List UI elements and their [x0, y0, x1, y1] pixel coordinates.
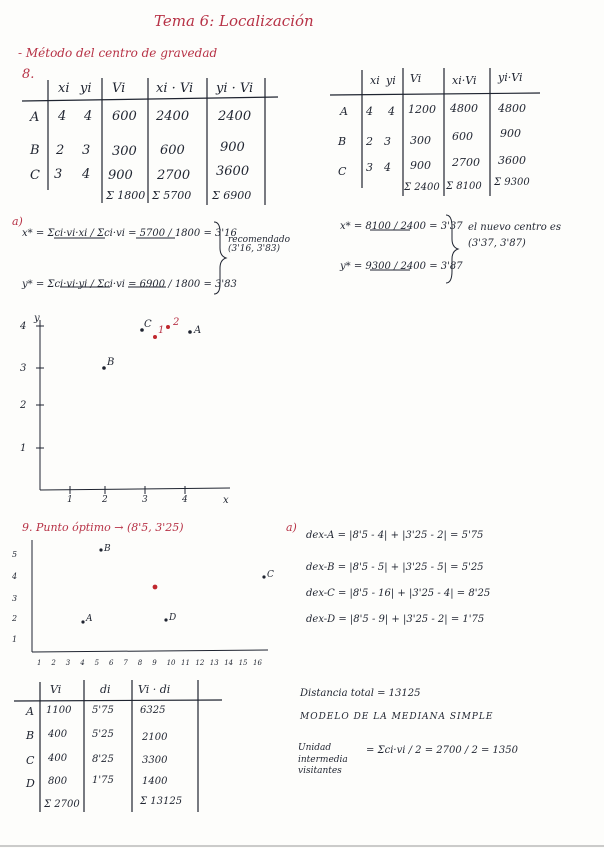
table3-row-a-label: A: [26, 705, 34, 718]
plot1-x-tick-2: 2: [102, 495, 108, 505]
table1-row-b-y: 3: [82, 143, 91, 158]
table1-header-yi: yi: [80, 81, 92, 96]
plot2-x-tick-13: 13: [209, 659, 219, 667]
table3-row-d-v: 800: [48, 776, 68, 787]
plot2-x-tick-3: 3: [65, 659, 71, 667]
table1-row-b-x: 2: [56, 143, 65, 158]
table1-row-a-v: 600: [112, 109, 137, 124]
table1-row-c-label: C: [30, 168, 40, 183]
table2-header-xi: xi: [370, 74, 380, 87]
table3-row-c-label: C: [26, 754, 35, 767]
table3-row-b-v: 400: [48, 729, 68, 740]
table2-row-b-v: 300: [410, 134, 431, 147]
table2-row-a-yv: 4800: [498, 102, 526, 115]
plot2-x-tick-12: 12: [195, 659, 205, 667]
median-formula: = Σci·vi / 2 = 2700 / 2 = 1350: [366, 745, 519, 756]
table1-header-xivi: xi · Vi: [156, 81, 194, 96]
plot1-points: [102, 325, 192, 370]
table3-row-b-vd: 2100: [142, 732, 168, 743]
plot2-optimum: [153, 585, 158, 590]
table1-row-a-yv: 2400: [218, 109, 252, 124]
plot2-y-tick-4: 4: [12, 572, 18, 581]
table2-sum-yv: Σ 9300: [494, 177, 530, 188]
table1-row-c-x: 3: [54, 167, 63, 182]
table1-row-a-x: 4: [58, 109, 67, 124]
method-subtitle: - Método del centro de gravedad: [18, 46, 218, 60]
plot1-label-1: 1: [158, 325, 165, 336]
table1-row-a-xv: 2400: [156, 109, 190, 124]
ex9-title: 9. Punto óptimo → (8'5, 3'25): [22, 521, 184, 534]
plot1-label-2: 2: [173, 317, 180, 328]
plot1-x-tick-4: 4: [182, 495, 188, 505]
table3-sum-vd: Σ 13125: [140, 796, 183, 807]
plot1-label-b: B: [107, 357, 115, 368]
plot1-label-a: A: [194, 325, 202, 336]
table1-row-c-xv: 2700: [157, 168, 191, 183]
table2-row-b-x: 2: [366, 135, 373, 148]
plot2-label-c: C: [267, 570, 274, 580]
plot2-y-tick-3: 3: [12, 594, 18, 603]
table2-header-yi: yi: [386, 74, 396, 87]
plot1-center-2: [166, 325, 170, 329]
table2-row-a-v: 1200: [408, 103, 436, 116]
table2-header-vi: Vi: [410, 72, 422, 85]
table3-header-di: di: [100, 683, 111, 696]
ex8-x2-formula: x* = 8100 / 2400 = 3'37: [340, 221, 463, 232]
ex9-distance-c: dex-C = |8'5 - 16| + |3'25 - 4| = 8'25: [306, 588, 491, 599]
table3-row-b-d: 5'25: [92, 729, 114, 740]
table2-row-b-yv: 900: [500, 127, 521, 140]
plot2-label-a: A: [86, 614, 93, 624]
table2-row-c-x: 3: [366, 161, 373, 174]
table2-row-b-y: 3: [384, 135, 391, 148]
plot2-x-tick-6: 6: [109, 659, 114, 667]
plot2-x-tick-9: 9: [152, 659, 157, 667]
table2-row-c-y: 4: [384, 161, 391, 174]
table2-row-c-yv: 3600: [498, 154, 526, 167]
plot2-x-tick-1: 1: [37, 659, 42, 667]
plot2-x-tick-4: 4: [80, 659, 85, 667]
plot2-x-tick-5: 5: [94, 659, 100, 667]
ex8-part-a-label: a): [12, 215, 23, 228]
plot2-x-tick-16: 16: [253, 659, 262, 667]
table1-row-b-label: B: [30, 143, 40, 158]
table2-row-b-label: B: [338, 135, 347, 148]
plot2-x-tick-7: 7: [123, 659, 128, 667]
plot1-y-axis-label: y: [34, 313, 40, 324]
ex9-distance-b: dex-B = |8'5 - 5| + |3'25 - 5| = 5'25: [306, 562, 484, 573]
table3-grid: [14, 680, 222, 812]
table2-row-a-y: 4: [388, 105, 395, 118]
table2-sum-v: Σ 2400: [404, 182, 440, 193]
table2-header-xivi: xi·Vi: [452, 74, 477, 87]
table1-header-yivi: yi · Vi: [216, 81, 254, 96]
table1-sum-yv: Σ 6900: [212, 189, 252, 202]
table1-row-a-label: A: [30, 110, 40, 125]
table2-row-c-label: C: [338, 165, 347, 178]
table1-row-b-yv: 900: [220, 140, 245, 155]
table3-header-vi: Vi: [50, 683, 62, 696]
table2-row-a-label: A: [340, 105, 348, 118]
table2-header-yivi: yi·Vi: [498, 71, 523, 84]
ex8-x-formula: x* = Σci·vi·xi / Σci·vi = 5700 / 1800 = 3'16: [22, 228, 237, 239]
table3-row-a-v: 1100: [46, 705, 72, 716]
plot2-label-d: D: [169, 613, 177, 623]
median-model-title: MODELO DE LA MEDIANA SIMPLE: [300, 712, 494, 722]
plot2-y-tick-2: 2: [12, 614, 18, 623]
plot2-x-tick-14: 14: [224, 659, 234, 667]
plot2-point-d: [164, 618, 167, 621]
table2-row-a-xv: 4800: [450, 102, 478, 115]
plot1-center-1: [153, 335, 157, 339]
ex9-distance-a: dex-A = |8'5 - 4| + |3'25 - 2| = 5'75: [306, 530, 484, 541]
table1-row-c-y: 4: [82, 167, 91, 182]
table1-row-b-xv: 600: [160, 143, 185, 158]
total-distance-note: Distancia total = 13125: [300, 688, 421, 699]
table1-header-vi: Vi: [112, 81, 126, 96]
table2-sum-xv: Σ 8100: [446, 181, 482, 192]
ex9-part-a-label: a): [286, 521, 297, 534]
page-title: Tema 6: Localización: [154, 12, 314, 30]
plot1-y-tick-4: 4: [20, 321, 27, 332]
plot2-x-tick-8: 8: [137, 659, 143, 667]
table3-row-b-label: B: [26, 729, 35, 742]
table3-row-c-v: 400: [48, 753, 68, 764]
table1-row-c-yv: 3600: [216, 164, 250, 179]
plot1-y-tick-1: 1: [20, 443, 27, 454]
ex8-y2-formula: y* = 9300 / 2400 = 3'87: [340, 261, 463, 272]
table1-row-c-v: 900: [108, 168, 133, 183]
table1-header-xi: xi: [58, 81, 70, 96]
table3-row-c-vd: 3300: [142, 755, 168, 766]
plot1-point-a: [188, 330, 192, 334]
table2-row-c-xv: 2700: [452, 156, 480, 169]
table3-row-c-d: 8'25: [92, 754, 114, 765]
plot1-x-tick-3: 3: [142, 495, 148, 505]
table3-row-d-d: 1'75: [92, 775, 114, 786]
table3-header-vidi: Vi · di: [138, 683, 171, 696]
table3-row-a-d: 5'75: [92, 705, 114, 716]
table3-sum-v: Σ 2700: [44, 799, 80, 810]
plot1-axes: [36, 317, 230, 494]
plot2-x-tick-2: 2: [51, 659, 56, 667]
plot1-x-tick-1: 1: [67, 495, 73, 505]
plot1-x-axis-label: x: [223, 495, 229, 506]
plot1-y-tick-3: 3: [20, 363, 27, 374]
table1-row-a-y: 4: [84, 109, 93, 124]
ex9-distance-d: dex-D = |8'5 - 9| + |3'25 - 2| = 1'75: [306, 614, 485, 625]
median-label: Unidad intermedia visitantes: [298, 743, 348, 777]
plot2-point-a: [81, 620, 84, 623]
table2-row-c-v: 900: [410, 159, 431, 172]
plot1-point-b: [102, 366, 106, 370]
plot1-label-c: C: [144, 319, 152, 330]
table3-row-a-vd: 6325: [140, 705, 166, 716]
table1-row-b-v: 300: [112, 144, 137, 159]
ex8-y-formula: y* = Σci·vi·yi / Σci·vi = 6900 / 1800 = 3'83: [22, 279, 237, 290]
table1-sum-v: Σ 1800: [106, 189, 146, 202]
plot2-label-b: B: [104, 544, 111, 554]
plot2-axes: [32, 540, 268, 652]
plot2-x-tick-15: 15: [238, 659, 248, 667]
table2-row-a-x: 4: [366, 105, 373, 118]
plot2-y-tick-1: 1: [12, 635, 18, 644]
exercise-8-number: 8.: [22, 67, 35, 82]
plot2-y-tick-5: 5: [12, 550, 18, 559]
plot2-x-tick-11: 11: [181, 659, 190, 667]
ex8-recommended-note: recomendado (3'16, 3'83): [228, 235, 291, 254]
table3-row-d-label: D: [26, 777, 35, 790]
plot2-point-b: [99, 548, 102, 551]
table3-row-d-vd: 1400: [142, 776, 168, 787]
table2-row-b-xv: 600: [452, 130, 473, 143]
plot2-point-c: [262, 575, 265, 578]
plot2-x-tick-10: 10: [166, 659, 176, 667]
ex8-new-center-note: el nuevo centro es (3'37, 3'87): [468, 222, 561, 249]
table1-sum-xv: Σ 5700: [152, 189, 192, 202]
plot1-y-tick-2: 2: [20, 400, 27, 411]
